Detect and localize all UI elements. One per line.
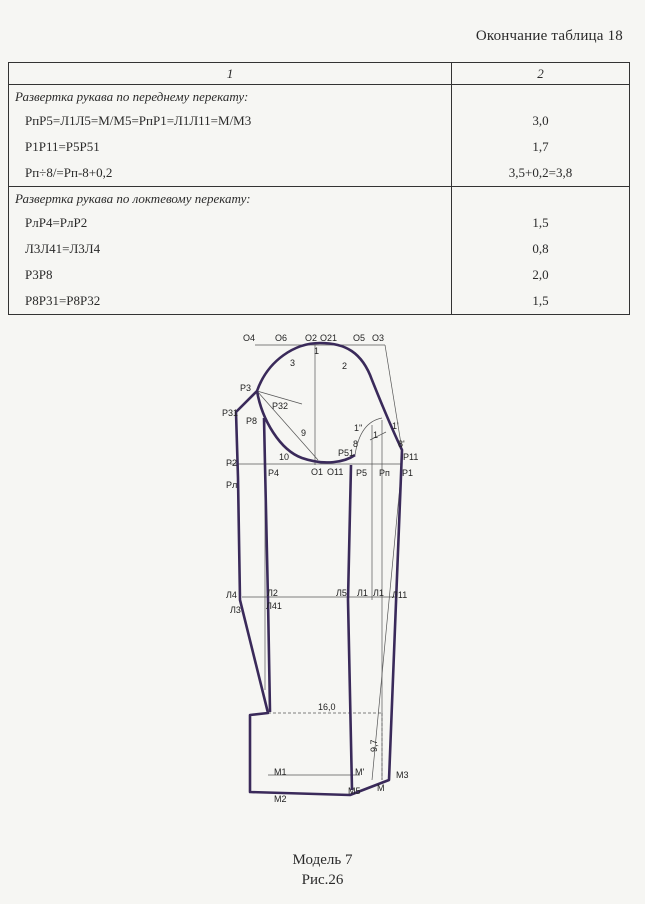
label-8-prime: 8' [398,439,405,449]
model-caption: Модель 7 [292,852,353,868]
row-value: 1,7 [452,134,630,160]
row-value: 3,5+0,2=3,8 [452,160,630,187]
row-label: Р1Р11=Р5Р51 [9,134,452,160]
label-dim-height: 9,7 [369,739,379,752]
col-header-2: 2 [452,63,630,85]
label-l1a: Л1 [357,588,368,598]
front-diagonal-line [372,464,402,780]
label-o5: О5 [353,333,366,343]
label-o3: О3 [372,333,385,343]
label-pp: Рп [379,468,390,478]
label-m1: М1 [274,767,287,777]
row-label: РпР5=Л1Л5=М/М5=РпР1=Л1Л11=М/М3 [9,108,452,134]
row-value: 3,0 [452,108,630,134]
table-caption: Окончание таблица 18 [475,28,623,44]
label-p31: Р31 [222,408,239,418]
row-label: Л3Л41=Л3Л4 [9,236,452,262]
label-l2: Л2 [267,588,278,598]
label-10: 10 [279,452,290,462]
point-labels [222,333,418,804]
label-1-prime: 1' [392,421,399,431]
label-1-plain: 1 [373,430,379,440]
section-title: Развертка рукава по переднему перекату: [9,85,452,109]
label-p8: Р8 [246,416,258,426]
label-m3: М3 [396,770,409,780]
label-o21: О21 [320,333,338,343]
label-p5: Р5 [356,468,368,478]
label-p1: Р1 [402,468,414,478]
label-2: 2 [342,361,348,371]
label-l3: Л3 [230,605,241,615]
section-title: Развертка рукава по локтевому перекату: [9,187,452,211]
label-p3: Р3 [240,383,252,393]
row-value: 1,5 [452,288,630,315]
row-label: Рп÷8/=Рп-8+0,2 [9,160,452,187]
row-label: Р8Р31=Р8Р32 [9,288,452,315]
label-p51: Р51 [338,448,355,458]
label-l11: Л11 [392,590,408,600]
front-seam-line [348,465,352,790]
label-m-prime: М' [355,767,365,777]
label-pl: Рл [226,480,238,490]
label-o2: О2 [305,333,318,343]
figure-caption: Рис.26 [301,872,344,888]
row-value: 1,5 [452,210,630,236]
row-value: 0,8 [452,236,630,262]
label-m2: М2 [274,794,287,804]
label-dim-width: 16,0 [318,702,336,712]
label-p2: Р2 [226,458,238,468]
label-o11: О11 [327,467,344,477]
row-label: РлР4=РлР2 [9,210,452,236]
label-3: 3 [290,358,296,368]
label-o4: О4 [243,333,256,343]
label-p4: Р4 [268,468,280,478]
label-p11: Р11 [403,452,419,462]
label-1: 1 [314,346,320,356]
row-value: 2,0 [452,262,630,288]
col-header-1: 1 [9,63,452,85]
label-p32: Р32 [272,401,289,411]
label-m: М [377,783,385,793]
label-8: 8 [353,439,359,449]
label-1-double-prime: 1'' [354,423,363,433]
label-l4: Л4 [226,590,237,600]
label-l1b: Л1 [373,588,384,598]
label-o6: О6 [275,333,288,343]
label-9: 9 [301,428,307,438]
label-o1: О1 [311,467,324,477]
label-m5: М5 [348,786,361,796]
row-label: Р3Р8 [9,262,452,288]
label-l41: Л41 [266,601,282,611]
label-l5: Л5 [336,588,347,598]
